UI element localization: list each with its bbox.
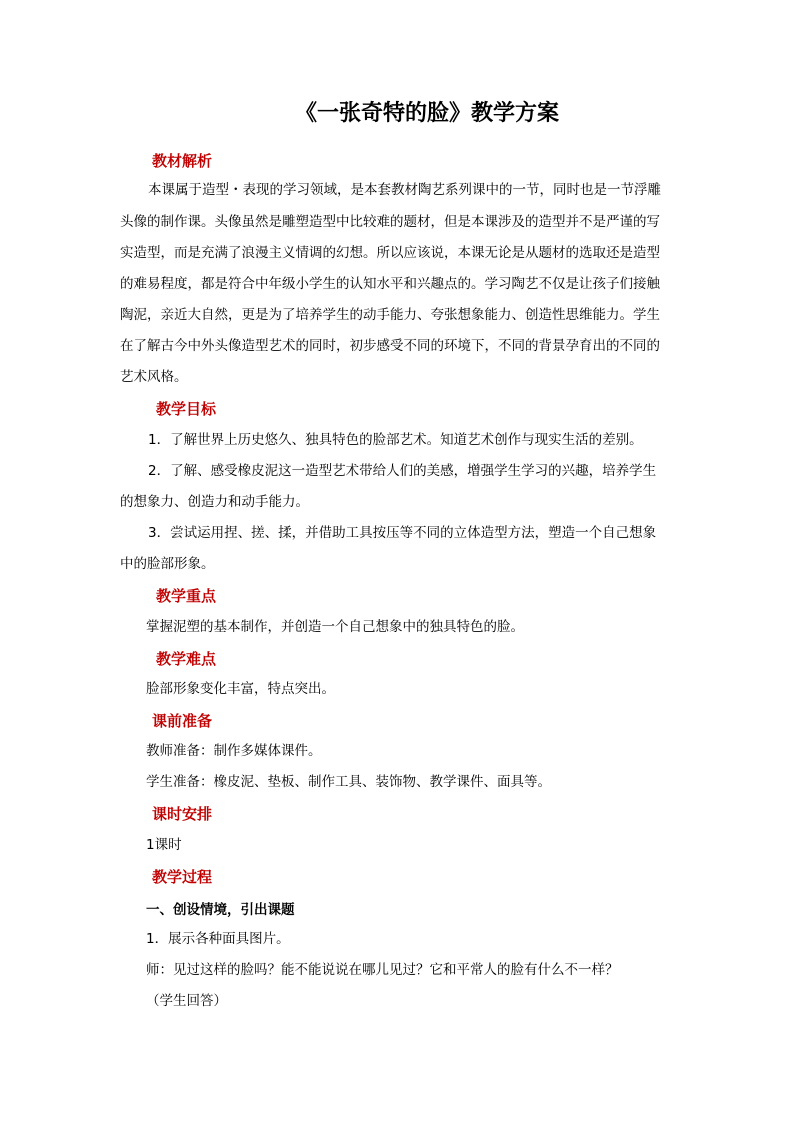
analysis-line-2: 头像的制作课。头像虽然是雕塑造型中比较难的题材，但是本课涉及的造型并不是严谨的写 <box>120 214 660 230</box>
section-heading-goals: 教学目标 <box>156 400 217 418</box>
section-heading-process: 教学过程 <box>152 868 213 886</box>
section-heading-difficulty: 教学难点 <box>156 650 217 668</box>
difficulty-text: 脸部形象变化丰富，特点突出。 <box>146 681 335 697</box>
section-heading-schedule: 课时安排 <box>152 805 213 823</box>
prep-teacher: 教师准备：制作多媒体课件。 <box>146 743 322 759</box>
process-question: 师：见过这样的脸吗？能不能说说在哪儿见过？它和平常人的脸有什么不一样？ <box>146 962 619 978</box>
schedule-text: 1课时 <box>146 837 182 853</box>
analysis-line-1: 本课属于造型・表现的学习领域，是本套教材陶艺系列课中的一节，同时也是一节浮雕 <box>148 182 661 198</box>
analysis-line-3: 实造型，而是充满了浪漫主义情调的幻想。所以应该说，本课无论是从题材的选取还是造型 <box>120 245 660 261</box>
goals-item-2: 2．了解、感受橡皮泥这一造型艺术带给人们的美感，增强学生学习的兴趣，培养学生 <box>148 463 657 479</box>
goals-item-3: 3．尝试运用捏、搓、揉，并借助工具按压等不同的立体造型方法，塑造一个自己想象 <box>148 525 657 541</box>
key-text: 掌握泥塑的基本制作，并创造一个自己想象中的独具特色的脸。 <box>146 619 524 635</box>
analysis-line-5: 陶泥，亲近大自然，更是为了培养学生的动手能力、夸张想象能力、创造性思维能力。学生 <box>120 307 660 323</box>
page-title: 《一张奇特的脸》教学方案 <box>294 101 559 126</box>
goals-item-1: 1．了解世界上历史悠久、独具特色的脸部艺术。知道艺术创作与现实生活的差别。 <box>148 432 643 448</box>
goals-item-2-cont: 的想象力、创造力和动手能力。 <box>120 494 309 510</box>
section-heading-analysis: 教材解析 <box>152 152 213 170</box>
section-heading-prep: 课前准备 <box>152 712 213 730</box>
goals-item-3-cont: 中的脸部形象。 <box>120 556 215 572</box>
process-step-1: 一、创设情境，引出课题 <box>146 902 295 918</box>
process-item-1: 1．展示各种面具图片。 <box>146 931 290 947</box>
analysis-line-4: 的难易程度，都是符合中年级小学生的认知水平和兴趣点的。学习陶艺不仅是让孩子们接触 <box>120 276 660 292</box>
process-answer: （学生回答） <box>146 993 227 1009</box>
prep-student: 学生准备：橡皮泥、垫板、制作工具、装饰物、教学课件、面具等。 <box>146 774 551 790</box>
analysis-line-7: 艺术风格。 <box>120 369 188 385</box>
analysis-line-6: 在了解古今中外头像造型艺术的同时，初步感受不同的环境下，不同的背景孕育出的不同的 <box>120 338 660 354</box>
section-heading-key: 教学重点 <box>156 587 217 605</box>
